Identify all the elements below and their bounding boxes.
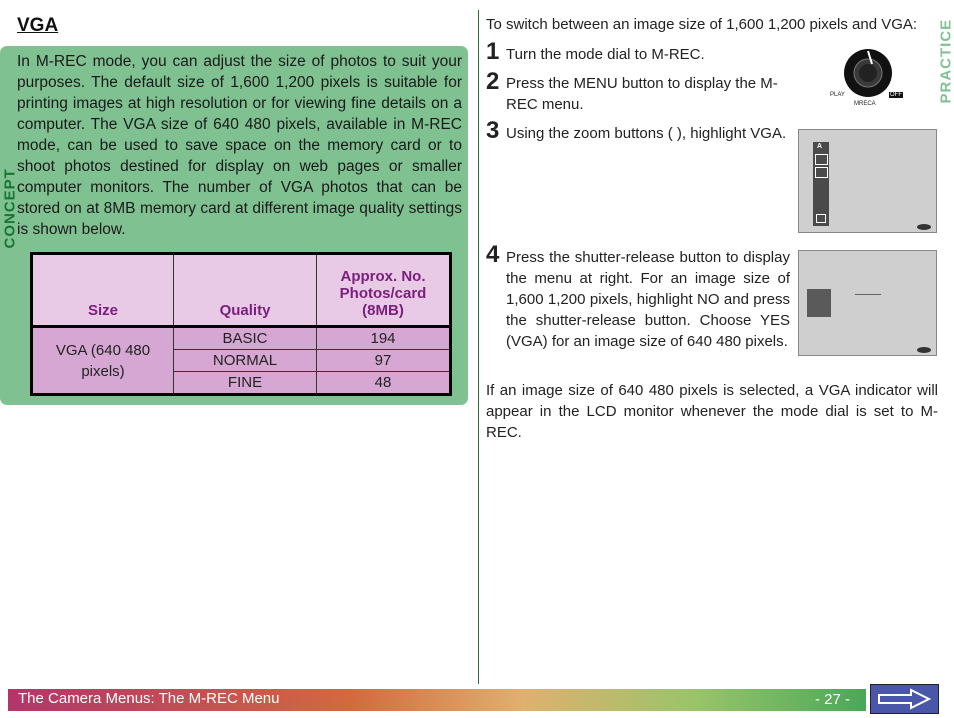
menu-icon-3	[816, 214, 826, 223]
menu-icon-1	[815, 154, 828, 165]
outro-text: If an image size of 640 480 pixels is selected, a VGA indicator will appear in the LCD monitor whenever the mode dial is set to M-REC.	[486, 380, 938, 443]
shutter-icon	[917, 224, 931, 230]
dial-a-label: A	[872, 101, 876, 107]
confirm-icon	[807, 289, 831, 317]
quality-cell: BASIC	[174, 327, 317, 350]
step-4-text: Press the shutter-release button to display the menu at right. For an image size of 1,600 1,200 pixels, highlight NO and press the shutter-release button. Choose YES (VGA) for an image size of 640 480 pixels.	[506, 247, 790, 352]
confirm-line	[855, 294, 881, 295]
section-title: VGA	[17, 15, 58, 37]
menu-letter: A	[817, 143, 822, 150]
dial-off-label: OFF	[889, 92, 903, 98]
next-page-button[interactable]	[870, 684, 939, 714]
vga-capacity-table	[30, 252, 452, 396]
dial-rec-label: REC	[859, 101, 872, 107]
shutter-icon	[917, 347, 931, 353]
step-2-number: 2	[486, 68, 499, 96]
concept-body-text: In M-REC mode, you can adjust the size of photos to suit your purposes. The default size of 1,600 1,200 pixels is suitable for printing images at high resolution or for viewing fine details on a computer. The VGA size of 640 480 pixels, available in M-REC mode, can be used to save space on the memory card or to shoot photos destined for display on web pages or smaller computer monitors. The number of VGA photos that can be stored on at 8MB memory card at different image quality settings is shown below.	[17, 51, 462, 240]
header-count: Approx. No. Photos/card (8MB)	[317, 254, 451, 327]
header-quality: Quality	[174, 254, 317, 327]
lcd-confirm-screen	[798, 250, 937, 356]
table-row	[32, 327, 451, 350]
menu-icon-2	[815, 167, 828, 178]
step-3-text: Using the zoom buttons ( ), highlight VGA.	[506, 123, 790, 144]
lcd-menu-screen	[798, 129, 937, 233]
intro-text: To switch between an image size of 1,600 1,200 pixels and VGA:	[486, 14, 938, 35]
quality-cell: NORMAL	[174, 350, 317, 372]
practice-label: PRACTICE	[938, 24, 954, 104]
step-1-number: 1	[486, 38, 499, 66]
arrow-right-icon	[871, 685, 938, 713]
mode-dial-illustration	[826, 46, 910, 116]
count-cell: 194	[317, 327, 451, 350]
dial-m-label: M	[854, 101, 859, 107]
count-cell: 97	[317, 350, 451, 372]
step-4-number: 4	[486, 241, 499, 269]
step-3-number: 3	[486, 117, 499, 145]
footer-title: The Camera Menus: The M-REC Menu	[18, 690, 279, 707]
step-1-text: Turn the mode dial to M-REC.	[506, 44, 790, 65]
step-2-text: Press the MENU button to display the M-REC menu.	[506, 73, 790, 115]
page-number: - 27 -	[815, 691, 850, 708]
column-divider	[478, 10, 479, 684]
header-size: Size	[32, 254, 174, 327]
dial-play-label: PLAY	[830, 92, 845, 98]
count-cell: 48	[317, 372, 451, 395]
concept-label: CONCEPT	[2, 169, 19, 249]
quality-cell: FINE	[174, 372, 317, 395]
size-cell: VGA (640 480 pixels)	[32, 327, 174, 395]
